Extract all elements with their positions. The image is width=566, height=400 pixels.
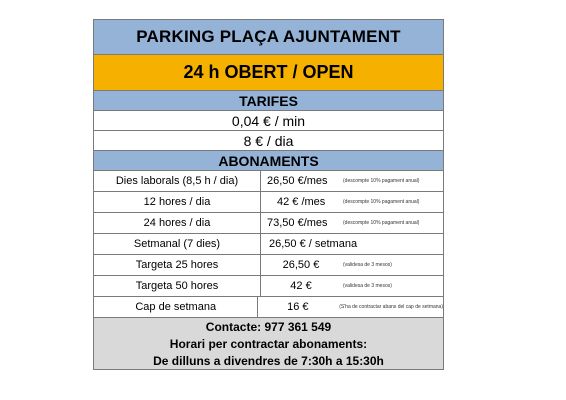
subscription-row [94, 233, 443, 254]
subscription-row [94, 296, 443, 317]
subscription-price: 16 € [287, 301, 309, 313]
subscription-price: 26,50 € / setmana [269, 238, 358, 250]
contact-box [94, 317, 443, 369]
subscription-note: (S'ha de contractar abans del cap de setmana) [339, 304, 443, 310]
subscription-note: (validesa de 3 mesos) [343, 262, 392, 268]
rate-per-minute: 0,04 € / min [94, 110, 443, 130]
subscription-price: 73,50 €/mes [267, 217, 328, 229]
subscription-price: 42 € /mes [277, 196, 326, 208]
tarifes-heading: TARIFES [94, 90, 443, 110]
abonaments-heading: ABONAMENTS [94, 150, 443, 170]
subscription-label: Targeta 25 hores [94, 255, 261, 275]
subscription-price: 26,50 €/mes [267, 175, 328, 187]
subscription-row [94, 275, 443, 296]
subscription-note: (descompte 10% pagament anual) [343, 220, 420, 226]
subscription-label: Dies laborals (8,5 h / dia) [94, 171, 261, 191]
page-title: PARKING PLAÇA AJUNTAMENT [94, 20, 443, 54]
subscription-label: 24 hores / dia [94, 213, 261, 233]
subscription-note: (validesa de 3 mesos) [343, 283, 392, 289]
subscription-label: Targeta 50 hores [94, 276, 261, 296]
subscription-note: (descompte 10% pagament anual) [343, 199, 420, 205]
opening-hours-banner: 24 h OBERT / OPEN [94, 54, 443, 90]
schedule-hours: De dilluns a divendres de 7:30h a 15:30h [153, 354, 384, 368]
subscription-label: 12 hores / dia [94, 192, 261, 212]
rate-per-day: 8 € / dia [94, 130, 443, 150]
subscription-row [94, 212, 443, 233]
parking-rates-table [93, 19, 444, 370]
subscription-row [94, 170, 443, 191]
schedule-label: Horari per contractar abonaments: [169, 337, 368, 351]
subscription-label: Setmanal (7 dies) [94, 234, 261, 254]
contact-phone: Contacte: 977 361 549 [205, 320, 332, 334]
subscription-row [94, 254, 443, 275]
subscription-note: (descompte 10% pagament anual) [343, 178, 420, 184]
subscription-row [94, 191, 443, 212]
subscription-price: 42 € [290, 280, 312, 292]
subscription-label: Cap de setmana [94, 297, 258, 317]
subscription-price: 26,50 € [282, 259, 320, 271]
